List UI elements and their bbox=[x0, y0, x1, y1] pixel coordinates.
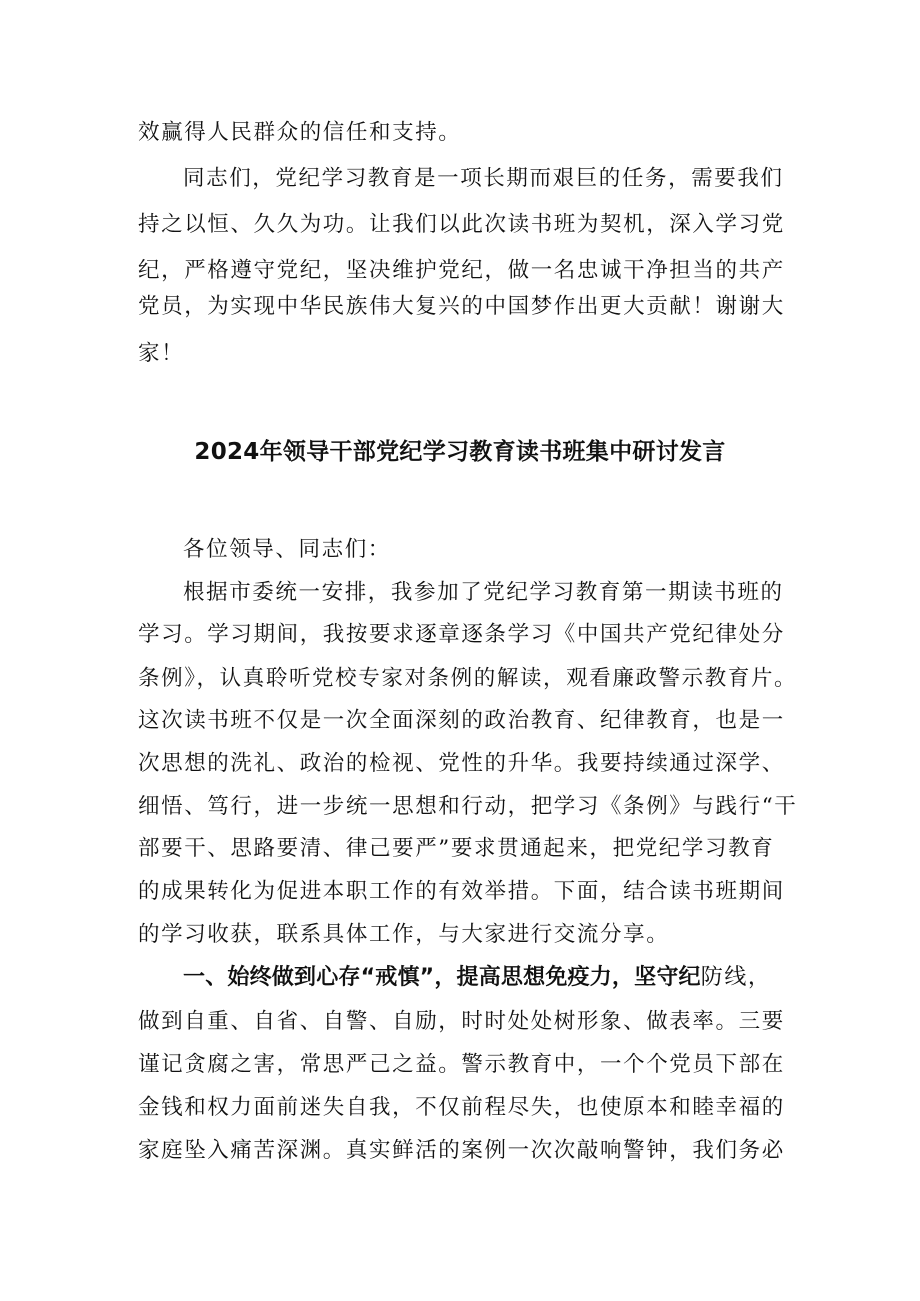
paragraph-line: 家！ bbox=[138, 341, 185, 366]
paragraph-line: 党员，为实现中华民族伟大复兴的中国梦作出更大贡献！谢谢大 bbox=[138, 294, 785, 319]
salutation: 各位领导、同志们： bbox=[183, 537, 391, 562]
paragraph-line: 细悟、笃行，进一步统一思想和行动，把学习《条例》与践行“干 bbox=[138, 794, 798, 819]
paragraph-line: 做到自重、自省、自警、自励，时时处处树形象、做表率。三要 bbox=[138, 1009, 785, 1034]
paragraph-line: 金钱和权力面前迷失自我，不仅前程尽失，也使原本和睦幸福的 bbox=[138, 1095, 785, 1120]
paragraph-line: 根据市委统一安排，我参加了党纪学习教育第一期读书班的 bbox=[183, 580, 784, 605]
paragraph-line: 同志们，党纪学习教育是一项长期而艰巨的任务，需要我们 bbox=[183, 166, 784, 191]
paragraph-line: 这次读书班不仅是一次全面深刻的政治教育、纪律教育，也是一 bbox=[138, 708, 785, 733]
section-heading bbox=[183, 963, 803, 992]
paragraph-line: 学习。学习期间，我按要求逐章逐条学习《中国共产党纪律处分 bbox=[138, 622, 785, 647]
paragraph-line: 条例》，认真聆听党校专家对条例的解读，观看廉政警示教育片。 bbox=[138, 666, 798, 691]
document-title: 2024年领导干部党纪学习教育读书班集中研讨发言 bbox=[194, 439, 726, 465]
paragraph-line: 的学习收获，联系具体工作，与大家进行交流分享。 bbox=[138, 922, 670, 947]
paragraph-line: 纪，严格遵守党纪，坚决维护党纪，做一名忠诚干净担当的共产 bbox=[138, 258, 785, 283]
paragraph-line: 家庭坠入痛苦深渊。真实鲜活的案例一次次敲响警钟，我们务必 bbox=[138, 1138, 785, 1163]
paragraph-line: 次思想的洗礼、政治的检视、党性的升华。我要持续通过深学、 bbox=[138, 751, 785, 776]
paragraph-line: 持之以恒、久久为功。让我们以此次读书班为契机，深入学习党 bbox=[138, 212, 785, 237]
section-heading-tail: 防线， bbox=[700, 965, 772, 990]
paragraph-line: 的成果转化为促进本职工作的有效举措。下面，结合读书班期间 bbox=[138, 879, 785, 904]
paragraph-line: 部要干、思路要清、律己要严”要求贯通起来，把党纪学习教育 bbox=[138, 836, 775, 861]
section-heading-bold: 一、始终做到心存“戒慎”，提高思想免疫力，坚守纪 bbox=[183, 965, 701, 990]
paragraph-line: 效赢得人民群众的信任和支持。 bbox=[138, 120, 462, 145]
paragraph-line: 谨记贪腐之害，常思严己之益。警示教育中，一个个党员下部在 bbox=[138, 1052, 785, 1077]
